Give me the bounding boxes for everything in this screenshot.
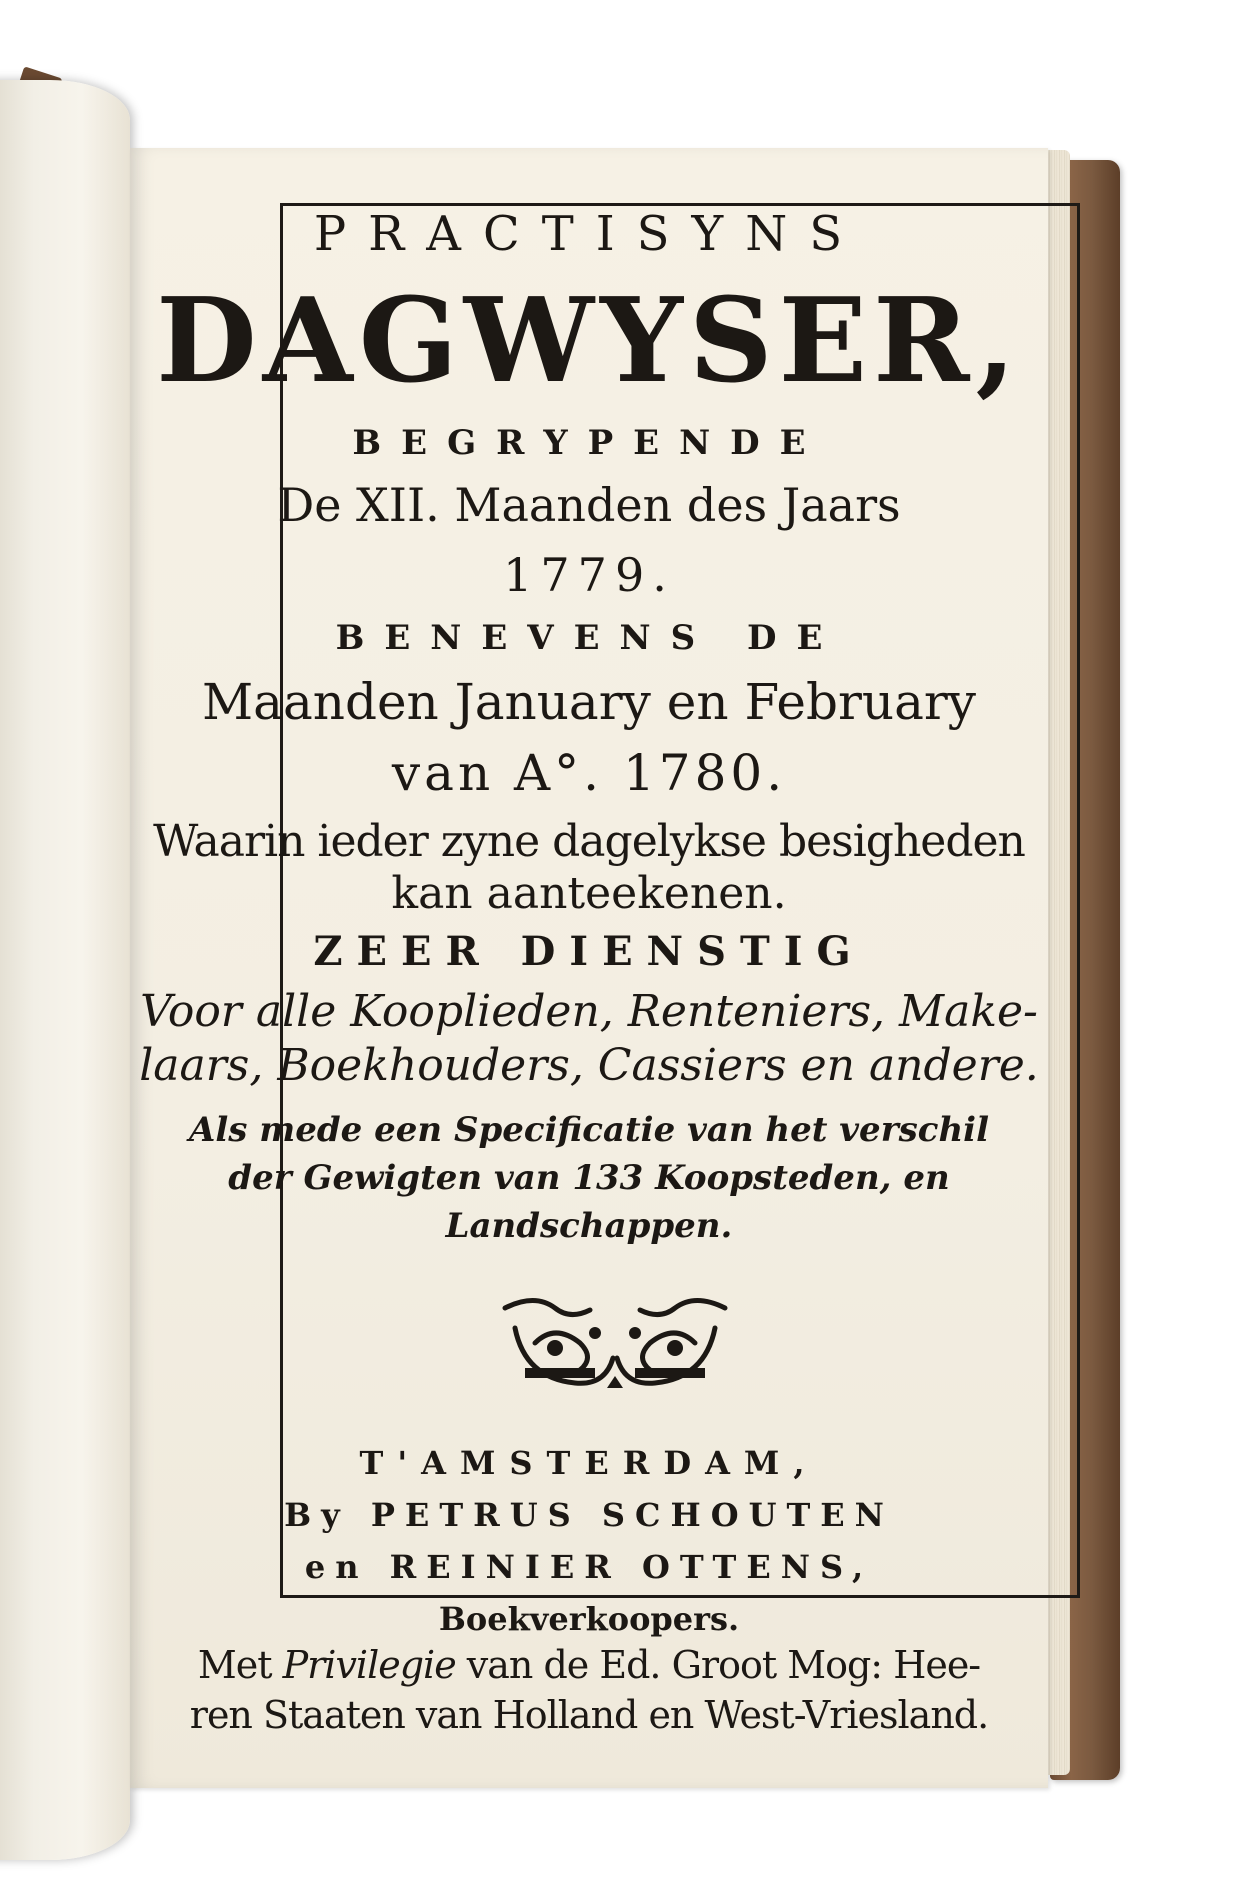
- year-1779: 1779.: [503, 548, 675, 602]
- privilege-post: van de Ed. Groot Mog: Hee-: [455, 1643, 981, 1687]
- specification-line-3: Landschappen.: [445, 1206, 733, 1246]
- audience-line-1: Voor alle Kooplieden, Renteniers, Make-: [140, 986, 1038, 1037]
- privilege-word: Privilegie: [282, 1643, 456, 1687]
- audience-line-2: laars, Boekhouders, Cassiers en andere.: [139, 1040, 1039, 1091]
- imprint-trade: Boekverkoopers.: [438, 1600, 740, 1638]
- title-line-dagwyser: DAGWYSER,: [156, 273, 1022, 409]
- description-line-2: kan aanteekenen.: [391, 868, 787, 919]
- left-page: [0, 80, 130, 1860]
- imprint-printer-2: en REINIER OTTENS,: [304, 1548, 874, 1586]
- subtitle-benevens: BENEVENS DE: [335, 618, 843, 658]
- specification-line-2: der Gewigten van 133 Koopsteden, en: [228, 1158, 950, 1198]
- description-line-1: Waarin ieder zyne dagelykse besigheden: [153, 816, 1025, 867]
- imprint-city: T'AMSTERDAM,: [359, 1444, 819, 1482]
- floral-ornament-icon: [495, 1288, 735, 1398]
- title-line-practisyns: PRACTISYNS: [313, 206, 865, 262]
- privilege-line-2: ren Staaten van Holland en West-Vriesland.: [189, 1693, 989, 1737]
- subtitle-begrypende: BEGRYPENDE: [352, 423, 826, 463]
- specification-line-1: Als mede een Specificatie van het verschil: [189, 1110, 989, 1150]
- subtitle-january-february: Maanden January en February: [201, 673, 977, 731]
- year-1780: van A°. 1780.: [391, 744, 787, 802]
- privilege-line-1: [130, 1643, 1048, 1687]
- zeer-dienstig-heading: ZEER DIENSTIG: [313, 928, 865, 975]
- title-page: [130, 148, 1048, 1788]
- privilege-pre: Met: [197, 1643, 283, 1687]
- imprint-printer-1: By PETRUS SCHOUTEN: [284, 1496, 894, 1534]
- subtitle-maanden: De XII. Maanden des Jaars: [277, 478, 901, 532]
